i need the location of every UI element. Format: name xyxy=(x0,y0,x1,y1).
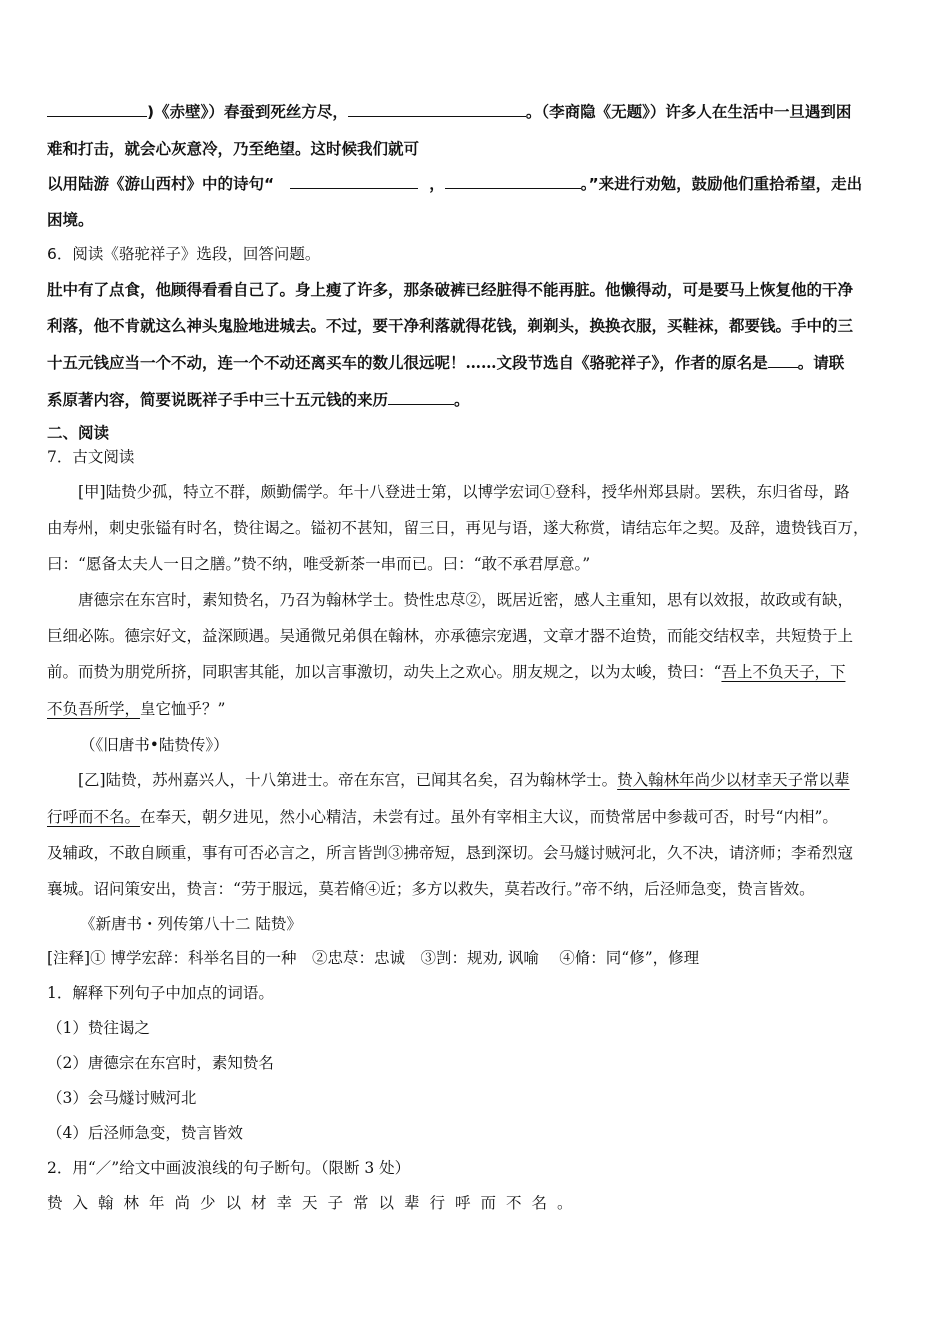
sentence-to-punctuate: 贽入翰林年尚少以材幸天子常以辈行呼而不名。 xyxy=(47,1194,583,1212)
answer-blank[interactable] xyxy=(445,171,581,189)
yi-passage-line-4: 襄城。诏问策安出，贽言：“劳于服远，莫若脩④近；多方以救失，莫若改行。”帝不纳，后泾师急变，贽言皆效。 xyxy=(47,880,815,898)
q6-passage-line-4: 系原著内容，简要说既祥子手中三十五元钱的来历 。 xyxy=(47,386,906,414)
jia-passage-line-1: [甲]陆贽少孤，特立不群，颇勤儒学。年十八登进士第，以博学宏词①登科，授华州郑县尉。罢秩，东归省母，路 xyxy=(78,483,850,501)
jia-passage-line-3: 曰：“愿备太夫人一日之膳。”贽不纳，唯受新茶一串而已。曰：“敢不承君厚意。” xyxy=(47,555,591,573)
underlined-sentence: 吾上不负天子，下 xyxy=(721,663,846,681)
question-7-title: 7．古文阅读 xyxy=(47,448,135,466)
jia-passage-line-4: 唐德宗在东宫时，素知贽名，乃召为翰林学士。贽性忠荩②，既居近密，感人主重知，思有以效报，故政或有缺， xyxy=(78,591,854,609)
jia-passage-line-2: 由寿州，刺史张镒有时名，贽往谒之。镒初不甚知，留三日，再见与语，遂大称赏，请结忘年之契。及辞，遗贽钱百万， xyxy=(47,519,869,537)
poem-fill-line-1: )《赤壁》）春蚕到死丝方尽， 。（李商隐《无题》）许多人在生活中一旦遇到困 xyxy=(47,98,906,126)
question-6-title: 6．阅读《骆驼祥子》选段，回答问题。 xyxy=(47,245,321,263)
poem-fill-line-3: 以用陆游《游山西村》中的诗句“ ， 。”来进行劝勉，鼓励他们重拾希望，走出 xyxy=(47,170,906,198)
q6-passage-line-1: 肚中有了点食，他顾得看看自己了。身上瘦了许多，那条破裤已经脏得不能再脏。他懒得动，可是要马上恢复他的干净 xyxy=(47,280,854,299)
sub-question-1-item: （4）后泾师急变，贽言皆效 xyxy=(47,1124,243,1142)
wavy-underlined-sentence: 贽入翰林年尚少以材幸天子常以辈 xyxy=(617,771,850,789)
poem-fill-line-2: 难和打击，就会心灰意冷，乃至绝望。这时候我们就可 xyxy=(47,140,420,158)
jia-passage-line-6: 前。而贽为朋党所挤，同职害其能，加以言事激切，动失上之欢心。朋友规之，以为太峻，贽曰：“吾上不负天子，下 xyxy=(47,663,846,681)
sub-question-1-item: （1）贽往谒之 xyxy=(47,1019,150,1037)
jia-passage-line-5: 巨细必陈。德宗好文，益深顾遇。吴通微兄弟俱在翰林，亦承德宗宠遇，文章才器不迨贽，而能交结权幸，共短贽于上 xyxy=(47,627,854,645)
annotations: [注释]① 博学宏辞：科举名目的一种 ②忠荩：忠诚 ③剀：规劝, 讽喻 ④脩：同“修”，修理 xyxy=(47,949,700,967)
sub-question-1-item: （2）唐德宗在东宫时，素知贽名 xyxy=(47,1054,274,1072)
yi-passage-line-2: 行呼而不名。在奉天，朝夕进见，然小心精洁，未尝有过。虽外有宰相主大议，而贽常居中参裁可否，时号“内相”。 xyxy=(47,808,838,826)
jia-passage-line-7: 不负吾所学，皇它恤乎？” xyxy=(47,700,226,718)
jia-source: （《旧唐书•陆贽传》） xyxy=(80,736,229,754)
yi-passage-line-1: [乙]陆贽，苏州嘉兴人，十八第进士。帝在东宫，已闻其名矣，召为翰林学士。贽入翰林年尚少以材幸天子常以辈 xyxy=(78,771,850,789)
yi-source: 《新唐书・列传第八十二 陆贽》 xyxy=(80,915,302,933)
wavy-underlined-sentence: 行呼而不名。 xyxy=(47,808,141,826)
q6-passage-line-3: 十五元钱应当一个不动，连一个不动还离买车的数儿很远呢！……文段节选自《骆驼祥子》，作者的原名是 。请联 xyxy=(47,349,906,377)
answer-blank[interactable] xyxy=(47,99,147,117)
answer-blank[interactable] xyxy=(388,387,454,405)
section-2-title: 二、阅读 xyxy=(47,424,110,442)
answer-blank[interactable] xyxy=(768,350,798,368)
q6-passage-line-2: 利落，他不肯就这么神头鬼脸地进城去。不过，要干净利落就得花钱，剃剃头，换换衣服，买鞋袜，都要钱。手中的三 xyxy=(47,316,854,335)
sub-question-1-item: （3）会马燧讨贼河北 xyxy=(47,1089,197,1107)
sub-question-1: 1．解释下列句子中加点的词语。 xyxy=(47,984,274,1002)
yi-passage-line-3: 及辅政，不敢自顾重，事有可否必言之，所言皆剀③拂帝短，恳到深切。会马燧讨贼河北，久不决，请济师；李希烈寇 xyxy=(47,844,854,862)
sub-question-2: 2．用“／”给文中画波浪线的句子断句。（限断 3 处） xyxy=(47,1159,411,1177)
answer-blank[interactable] xyxy=(290,171,418,189)
underlined-sentence: 不负吾所学， xyxy=(47,700,141,718)
poem-fill-line-4: 困境。 xyxy=(47,211,94,229)
answer-blank[interactable] xyxy=(348,99,526,117)
